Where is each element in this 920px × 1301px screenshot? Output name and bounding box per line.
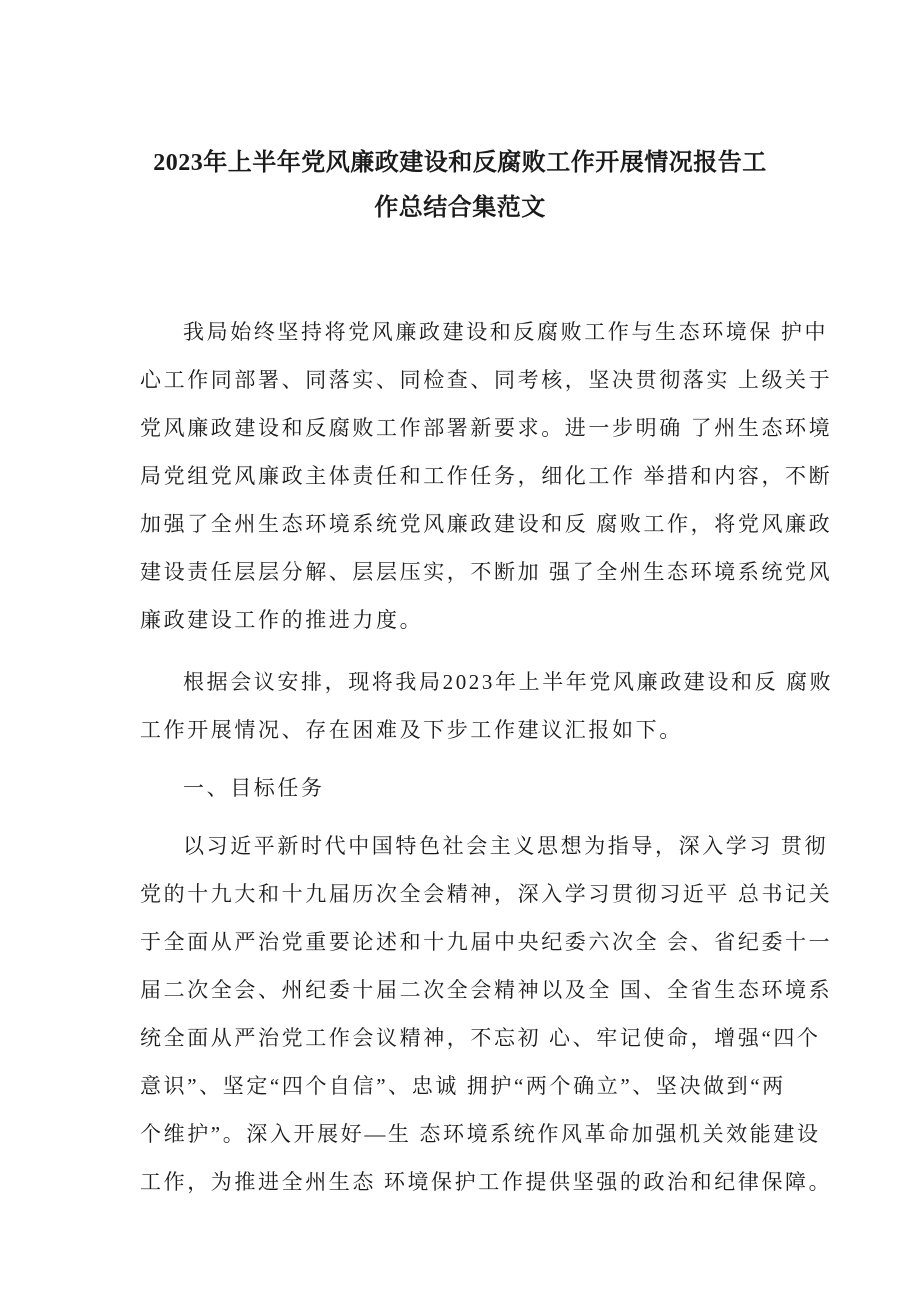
paragraph-4-line-2: 党的十九大和十九届历次全会精神，深入学习贯彻习近平 总书记关	[140, 882, 833, 906]
paragraph-2-line-2: 工作开展情况、存在困难及下步工作建议汇报如下。	[140, 718, 683, 742]
paragraph-4-line-5: 统全面从严治党工作会议精神，不忘初 心、牢记使命，增强“四个	[140, 1026, 821, 1050]
paragraph-4-line-6: 意识”、坚定“四个自信”、忠诚 拥护“两个确立”、坚决做到“两	[140, 1074, 786, 1098]
paragraph-4-line-1: 以习近平新时代中国特色社会主义思想为指导，深入学习 贯彻	[183, 834, 829, 858]
paragraph-4-line-4: 届二次全会、州纪委十届二次全会精神以及全 国、全省生态环境系	[140, 978, 833, 1002]
paragraph-1-line-3: 党风廉政建设和反腐败工作部署新要求。进一步明确 了州生态环境	[140, 416, 833, 440]
paragraph-1-line-6: 建设责任层层分解、层层压实，不断加 强了全州生态环境系统党风	[140, 560, 833, 584]
paragraph-1-line-2: 心工作同部署、同落实、同检查、同考核，坚决贯彻落实 上级关于	[140, 368, 833, 392]
paragraph-4-line-8: 工作，为推进全州生态 环境保护工作提供坚强的政治和纪律保障。	[140, 1170, 833, 1194]
paragraph-1-line-7: 廉政建设工作的推进力度。	[140, 608, 424, 632]
section-heading-objectives: 一、目标任务	[183, 776, 325, 800]
paragraph-4-line-3: 于全面从严治党重要论述和十九届中央纪委六次全 会、省纪委十一	[140, 930, 833, 954]
document-title-line-1: 2023年上半年党风廉政建设和反腐败工作开展情况报告工	[153, 150, 767, 176]
paragraph-2-line-1: 根据会议安排，现将我局2023年上半年党风廉政建设和反 腐败	[183, 670, 834, 694]
paragraph-1-line-1: 我局始终坚持将党风廉政建设和反腐败工作与生态环境保 护中	[183, 320, 829, 344]
paragraph-1-line-4: 局党组党风廉政主体责任和工作任务，细化工作 举措和内容，不断	[140, 464, 833, 488]
paragraph-1-line-5: 加强了全州生态环境系统党风廉政建设和反 腐败工作，将党风廉政	[140, 512, 833, 536]
document-title-line-2: 作总结合集范文	[374, 195, 546, 221]
paragraph-4-line-7: 个维护”。深入开展好—生 态环境系统作风革命加强机关效能建设	[140, 1122, 821, 1146]
